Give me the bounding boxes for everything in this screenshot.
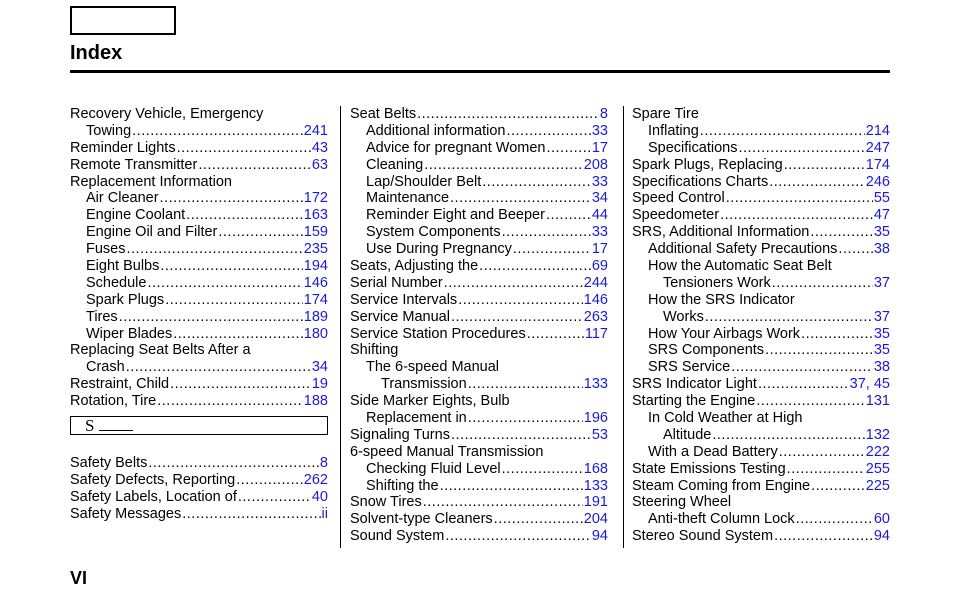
index-entry[interactable] xyxy=(350,511,608,528)
page-reference-link[interactable]: 255 xyxy=(865,460,890,477)
page-reference-link[interactable]: 163 xyxy=(303,207,328,224)
entry-label: Seat Belts xyxy=(350,106,417,122)
index-entry xyxy=(632,292,890,309)
entry-label: The 6-speed Manual xyxy=(366,359,499,376)
index-entry[interactable] xyxy=(350,478,608,495)
entry-label: Engine Coolant xyxy=(86,207,186,224)
entry-label: Service Intervals xyxy=(350,291,458,308)
dot-leader xyxy=(218,224,302,241)
page-reference-link[interactable]: 53 xyxy=(591,426,608,443)
dot-leader xyxy=(468,410,583,427)
index-entry[interactable] xyxy=(632,376,890,393)
entry-label: Additional Safety Precautions xyxy=(648,241,838,258)
entry-label: Remote Transmitter xyxy=(70,156,198,173)
entry-label: Side Marker Eights, Bulb xyxy=(350,393,510,410)
page-number: VI xyxy=(70,568,88,588)
index-entry[interactable] xyxy=(70,292,328,309)
index-entry[interactable] xyxy=(70,241,328,258)
page-reference-link[interactable]: 34 xyxy=(591,190,608,207)
entry-label: Seats, Adjusting the xyxy=(350,258,479,275)
dot-leader xyxy=(502,461,583,478)
dot-leader xyxy=(712,427,864,444)
page-reference-link[interactable]: 222 xyxy=(865,443,890,460)
dot-leader xyxy=(726,190,873,207)
dot-leader xyxy=(810,224,873,241)
entry-label: Sound System xyxy=(350,528,445,545)
entry-label: Serial Number xyxy=(350,274,443,291)
index-column-3 xyxy=(632,106,890,546)
index-entry[interactable] xyxy=(70,489,328,506)
page-reference-link[interactable]: 172 xyxy=(303,190,328,207)
dot-leader xyxy=(445,528,591,545)
index-entry xyxy=(350,393,608,410)
index-entry[interactable] xyxy=(350,292,608,309)
dot-leader xyxy=(838,241,872,258)
index-entry[interactable] xyxy=(632,309,890,326)
entry-label: Eight Bulbs xyxy=(86,258,160,275)
entry-label: Starting the Engine xyxy=(632,393,756,410)
entry-label: 6-speed Manual Transmission xyxy=(350,443,544,460)
page-reference-link[interactable]: 159 xyxy=(303,224,328,241)
entry-label: Replacement Information xyxy=(70,173,232,190)
entry-label: Engine Oil and Filter xyxy=(86,224,218,241)
entry-label: Spare Tire xyxy=(632,106,699,122)
entry-label: How Your Airbags Work xyxy=(648,325,801,342)
entries-col3 xyxy=(632,106,890,545)
entry-label: Safety Labels, Location of xyxy=(70,488,237,505)
dot-leader xyxy=(774,528,873,545)
page-reference-link[interactable]: ii xyxy=(321,505,328,522)
entry-label: Additional information xyxy=(366,122,506,139)
page-reference-link[interactable]: 35 xyxy=(873,325,890,342)
entry-label: Tensioners Work xyxy=(663,274,771,291)
index-entry[interactable] xyxy=(70,190,328,207)
page-reference-link[interactable]: 34 xyxy=(311,359,328,376)
entry-label: Safety Defects, Reporting xyxy=(70,471,236,488)
entry-label: Advice for pregnant Women xyxy=(366,139,546,156)
dot-leader xyxy=(450,190,591,207)
dot-leader xyxy=(417,106,599,123)
dot-leader xyxy=(160,190,303,207)
page-reference-link[interactable]: 37 xyxy=(873,274,890,291)
index-entry[interactable] xyxy=(632,241,890,258)
entry-label: Speedometer xyxy=(632,207,720,224)
entry-label: Specifications xyxy=(648,139,738,156)
index-entry xyxy=(632,106,890,123)
dot-leader xyxy=(527,326,584,343)
dot-leader xyxy=(482,174,591,191)
index-entry xyxy=(632,410,890,427)
dot-leader xyxy=(173,326,303,343)
index-entry xyxy=(350,444,608,461)
page-reference-link[interactable]: 44 xyxy=(591,207,608,224)
entry-label: Reminder Eight and Beeper xyxy=(366,207,545,224)
entry-label: Schedule xyxy=(86,274,147,291)
dot-leader xyxy=(546,140,590,157)
index-entry[interactable] xyxy=(632,207,890,224)
entry-label: Specifications Charts xyxy=(632,173,769,190)
dot-leader xyxy=(424,157,583,174)
dot-leader xyxy=(756,393,864,410)
page-reference-link[interactable]: 94 xyxy=(873,528,890,545)
dot-leader xyxy=(132,123,303,140)
dot-leader xyxy=(506,123,590,140)
page-reference-link[interactable]: 263 xyxy=(583,308,608,325)
index-entry[interactable] xyxy=(70,455,328,472)
index-entry[interactable] xyxy=(350,326,608,343)
page-reference-link[interactable]: 47 xyxy=(873,207,890,224)
dot-leader xyxy=(779,444,865,461)
entry-label: Reminder Lights xyxy=(70,139,176,156)
index-entry xyxy=(350,342,608,359)
index-entry[interactable] xyxy=(632,190,890,207)
dot-leader xyxy=(502,224,591,241)
dot-leader xyxy=(451,427,591,444)
entry-label: Safety Belts xyxy=(70,455,148,472)
entry-label: Replacing Seat Belts After a xyxy=(70,342,251,359)
index-entry[interactable] xyxy=(70,275,328,292)
entry-label: Cleaning xyxy=(366,156,424,173)
index-entry xyxy=(632,258,890,275)
dot-leader xyxy=(787,461,865,478)
index-entry[interactable] xyxy=(350,157,608,174)
entry-label: State Emissions Testing xyxy=(632,460,786,477)
entry-label: SRS Service xyxy=(648,359,731,376)
page-reference-link[interactable]: 8 xyxy=(599,106,608,122)
page-reference-link[interactable]: 174 xyxy=(865,156,890,173)
page-reference-link[interactable]: 40 xyxy=(311,488,328,505)
index-entry[interactable] xyxy=(70,140,328,157)
page-reference-link[interactable]: 189 xyxy=(303,308,328,325)
dot-leader xyxy=(801,326,873,343)
entry-label: How the SRS Indicator xyxy=(648,291,795,308)
page-reference-link[interactable]: 191 xyxy=(583,494,608,511)
index-entry[interactable] xyxy=(70,258,328,275)
index-entry[interactable] xyxy=(632,528,890,545)
index-entry[interactable] xyxy=(632,326,890,343)
page-reference-link[interactable]: 188 xyxy=(303,393,328,410)
entry-label: Service Manual xyxy=(350,308,450,325)
index-entry[interactable] xyxy=(70,506,328,523)
entry-label: Wiper Blades xyxy=(86,325,173,342)
entry-label: Service Station Procedures xyxy=(350,325,526,342)
dot-leader xyxy=(758,376,849,393)
entry-label: Steering Wheel xyxy=(632,494,732,511)
index-entry xyxy=(70,342,328,359)
index-entry[interactable] xyxy=(70,472,328,489)
dot-leader xyxy=(147,275,302,292)
dot-leader xyxy=(784,157,865,174)
index-column-2 xyxy=(350,106,608,546)
entry-label: Safety Messages xyxy=(70,505,182,522)
entry-label: Recovery Vehicle, Emergency xyxy=(70,106,264,122)
index-entry[interactable] xyxy=(350,528,608,545)
page-reference-link[interactable]: 35 xyxy=(873,224,890,241)
dot-leader xyxy=(182,506,320,523)
entry-label: Crash xyxy=(86,359,125,376)
dot-leader xyxy=(148,455,319,472)
index-entry[interactable] xyxy=(632,140,890,157)
index-entry[interactable] xyxy=(632,359,890,376)
index-entry[interactable] xyxy=(632,393,890,410)
entry-label: Spark Plugs, Replacing xyxy=(632,156,783,173)
dot-leader xyxy=(811,478,865,495)
entry-label: Restraint, Child xyxy=(70,376,170,393)
page-reference-link[interactable]: 204 xyxy=(583,511,608,528)
entry-label: SRS, Additional Information xyxy=(632,224,810,241)
index-entry[interactable] xyxy=(350,174,608,191)
index-entry[interactable] xyxy=(70,207,328,224)
entry-label: Tires xyxy=(86,308,118,325)
page-reference-link[interactable]: 168 xyxy=(583,460,608,477)
index-entry[interactable] xyxy=(70,157,328,174)
entry-label: Use During Pregnancy xyxy=(366,241,512,258)
dot-leader xyxy=(731,359,873,376)
entry-label: Signaling Turns xyxy=(350,426,450,443)
entry-label: Stereo Sound System xyxy=(632,528,774,545)
index-entry[interactable] xyxy=(632,511,890,528)
index-entry xyxy=(632,494,890,511)
page-reference-link[interactable]: 146 xyxy=(303,274,328,291)
dot-leader xyxy=(186,207,303,224)
entry-label: Solvent-type Cleaners xyxy=(350,511,493,528)
page-reference-link[interactable]: 208 xyxy=(583,156,608,173)
dot-leader xyxy=(423,494,583,511)
entry-label: With a Dead Battery xyxy=(648,443,778,460)
index-entry[interactable] xyxy=(350,224,608,241)
index-entry[interactable] xyxy=(632,174,890,191)
dot-leader xyxy=(765,342,873,359)
dot-leader xyxy=(236,472,303,489)
entries-s xyxy=(70,455,328,523)
page-reference-link[interactable]: 133 xyxy=(583,477,608,494)
entry-label: Replacement in xyxy=(366,410,467,427)
page-reference-link[interactable]: 38 xyxy=(873,241,890,258)
entry-label: Checking Fluid Level xyxy=(366,460,501,477)
page-reference-link[interactable]: 33 xyxy=(591,122,608,139)
dot-leader xyxy=(170,376,311,393)
dot-leader xyxy=(796,511,873,528)
index-entry[interactable] xyxy=(632,123,890,140)
index-entry[interactable] xyxy=(350,106,608,123)
dot-leader xyxy=(705,309,873,326)
entries-col2 xyxy=(350,106,608,545)
index-entry[interactable] xyxy=(632,157,890,174)
entry-label: Anti-theft Column Lock xyxy=(648,511,795,528)
page-reference-link[interactable]: 244 xyxy=(583,274,608,291)
dot-leader xyxy=(468,376,583,393)
page-reference-link[interactable]: 196 xyxy=(583,410,608,427)
page-reference-link[interactable]: 117 xyxy=(584,325,608,342)
dot-leader xyxy=(513,241,591,258)
dot-leader xyxy=(198,157,311,174)
index-column-1 xyxy=(70,106,328,546)
index-entry[interactable] xyxy=(70,376,328,393)
page-reference-link[interactable]: 131 xyxy=(865,393,890,410)
entry-label: Spark Plugs xyxy=(86,291,165,308)
dot-leader xyxy=(444,275,583,292)
entry-label: Lap/Shoulder Belt xyxy=(366,173,482,190)
dot-leader xyxy=(738,140,864,157)
page-reference-link[interactable]: 214 xyxy=(865,122,890,139)
column-divider xyxy=(340,106,341,548)
dot-leader xyxy=(769,174,865,191)
dot-leader xyxy=(126,359,311,376)
dot-leader xyxy=(177,140,311,157)
index-entry xyxy=(350,359,608,376)
index-entry[interactable] xyxy=(70,123,328,140)
page-reference-link[interactable]: 19 xyxy=(311,376,328,393)
entry-label: Air Cleaner xyxy=(86,190,159,207)
entry-label: Inflating xyxy=(648,122,699,139)
page-reference-link[interactable]: 37, 45 xyxy=(849,376,890,393)
page-reference-link[interactable]: 180 xyxy=(303,325,328,342)
page-reference-link[interactable]: 241 xyxy=(303,122,328,139)
entry-label: Altitude xyxy=(663,426,712,443)
entry-label: Speed Control xyxy=(632,190,725,207)
index-entry[interactable] xyxy=(632,275,890,292)
page-reference-link[interactable]: 246 xyxy=(865,173,890,190)
index-entry[interactable] xyxy=(632,427,890,444)
page-reference-link[interactable]: 174 xyxy=(303,291,328,308)
dot-leader xyxy=(440,478,583,495)
dot-leader xyxy=(160,258,302,275)
dot-leader xyxy=(479,258,591,275)
index-entry[interactable] xyxy=(350,427,608,444)
page-reference-link[interactable]: 146 xyxy=(583,291,608,308)
entry-label: System Components xyxy=(366,224,501,241)
index-entry xyxy=(70,174,328,191)
index-entry[interactable] xyxy=(70,309,328,326)
page-reference-link[interactable]: 94 xyxy=(591,528,608,545)
column-divider xyxy=(623,106,624,548)
page-reference-link[interactable]: 133 xyxy=(583,376,608,393)
page-reference-link[interactable]: 17 xyxy=(591,139,608,156)
index-entry[interactable] xyxy=(632,342,890,359)
index-entry[interactable] xyxy=(350,410,608,427)
index-entry[interactable] xyxy=(350,494,608,511)
index-entry[interactable] xyxy=(350,275,608,292)
entry-label: In Cold Weather at High xyxy=(648,410,803,427)
entry-label: Works xyxy=(663,308,704,325)
index-entry[interactable] xyxy=(70,326,328,343)
dot-leader xyxy=(458,292,583,309)
page-reference-link[interactable]: 17 xyxy=(591,241,608,258)
dot-leader xyxy=(127,241,303,258)
entries-r xyxy=(70,106,328,410)
page-reference-link[interactable]: 235 xyxy=(303,241,328,258)
dot-leader xyxy=(700,123,865,140)
dot-leader xyxy=(494,511,583,528)
section-letter: S xyxy=(85,416,95,436)
index-entry[interactable] xyxy=(632,224,890,241)
page-reference-link[interactable]: 194 xyxy=(303,258,328,275)
page-reference-link[interactable]: 8 xyxy=(319,455,328,472)
dot-leader xyxy=(157,393,303,410)
entry-label: Snow Tires xyxy=(350,494,422,511)
page-reference-link[interactable]: 132 xyxy=(865,426,890,443)
index-entry[interactable] xyxy=(350,309,608,326)
entry-label: SRS Components xyxy=(648,342,765,359)
entry-label: Rotation, Tire xyxy=(70,393,157,410)
entry-label: Towing xyxy=(86,122,132,139)
dot-leader xyxy=(772,275,873,292)
index-entry xyxy=(70,106,328,123)
page-reference-link[interactable]: 225 xyxy=(865,477,890,494)
page-reference-link[interactable]: 35 xyxy=(873,342,890,359)
entry-label: Maintenance xyxy=(366,190,450,207)
index-entry[interactable] xyxy=(350,207,608,224)
title-rule xyxy=(70,70,890,73)
index-entry[interactable] xyxy=(632,478,890,495)
dot-leader xyxy=(119,309,303,326)
index-entry[interactable] xyxy=(70,359,328,376)
page-title: Index xyxy=(70,42,123,64)
entry-label: Shifting xyxy=(350,342,399,359)
page-reference-link[interactable]: 43 xyxy=(311,139,328,156)
index-entry[interactable] xyxy=(350,461,608,478)
index-entry[interactable] xyxy=(70,393,328,410)
page-reference-link[interactable]: 63 xyxy=(311,156,328,173)
page-reference-link[interactable]: 262 xyxy=(303,471,328,488)
page-reference-link[interactable]: 60 xyxy=(873,511,890,528)
dot-leader xyxy=(720,207,873,224)
index-entry[interactable] xyxy=(350,123,608,140)
index-entry[interactable] xyxy=(350,140,608,157)
page-reference-link[interactable]: 33 xyxy=(591,173,608,190)
page-reference-link[interactable]: 33 xyxy=(591,224,608,241)
page-reference-link[interactable]: 55 xyxy=(873,190,890,207)
index-entry[interactable] xyxy=(350,190,608,207)
index-entry[interactable] xyxy=(350,258,608,275)
index-entry[interactable] xyxy=(632,461,890,478)
dot-leader xyxy=(451,309,583,326)
dot-leader xyxy=(165,292,303,309)
entry-label: Fuses xyxy=(86,241,126,258)
index-entry[interactable] xyxy=(350,376,608,393)
entry-label: Transmission xyxy=(381,376,467,393)
header-tab-box xyxy=(70,6,176,35)
index-entry[interactable] xyxy=(70,224,328,241)
section-header-s xyxy=(70,416,328,435)
index-entry[interactable] xyxy=(350,241,608,258)
entry-label: SRS Indicator Light xyxy=(632,376,757,393)
index-entry[interactable] xyxy=(632,444,890,461)
dot-leader xyxy=(546,207,591,224)
dot-leader xyxy=(238,489,311,506)
page-reference-link[interactable]: 69 xyxy=(591,258,608,275)
page-reference-link[interactable]: 38 xyxy=(873,359,890,376)
page-reference-link[interactable]: 37 xyxy=(873,308,890,325)
entry-label: Steam Coming from Engine xyxy=(632,477,811,494)
page-reference-link[interactable]: 247 xyxy=(865,139,890,156)
entry-label: How the Automatic Seat Belt xyxy=(648,258,832,275)
entry-label: Shifting the xyxy=(366,477,439,494)
